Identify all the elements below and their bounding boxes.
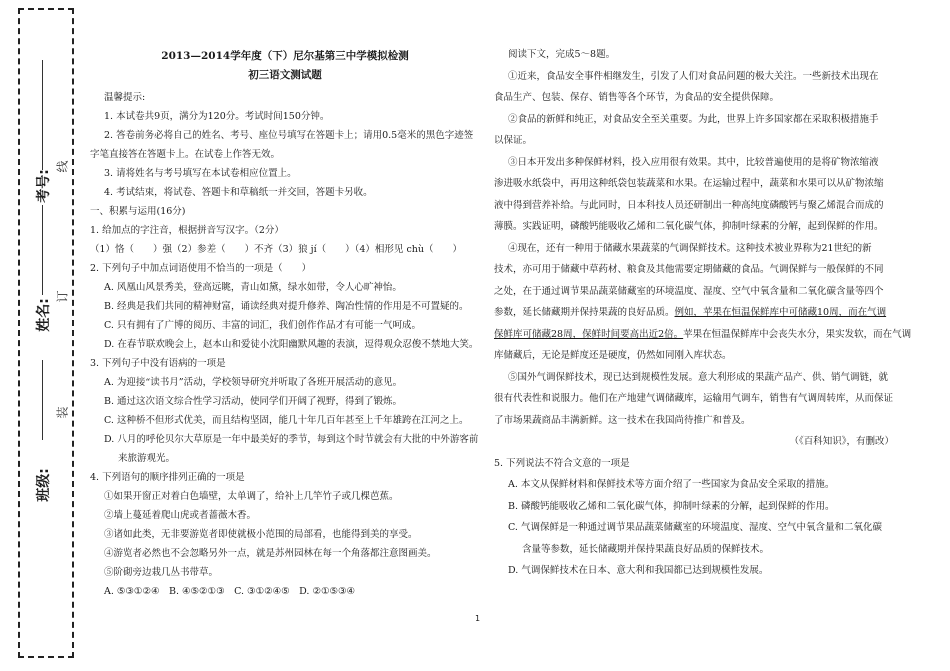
passage-p3-l4: 薄膜。实践证明，磷酸钙能吸收乙烯和二氧化碳气体，抑制叶绿素的分解，起到保鲜的作用。 [494, 221, 884, 232]
class-blank-line [42, 360, 43, 440]
tips-heading: 温馨提示: [104, 92, 146, 103]
exam-subtitle: 初三语文测试题 [248, 69, 322, 81]
question-3: 3. 下列句子中没有语病的一项是 [90, 358, 226, 369]
passage-p4-l2: 技术，亦可用于储藏中草药材、粮食及其他需要定期储藏的食品。气调保鲜与一般保鲜的不同 [494, 264, 884, 275]
passage-p4-l4 [494, 302, 894, 324]
question-1-items: （1）恪（ ）强（2）参差（ ）不齐（3）狼 jí（ ）（4）相形见 chù（ ） [90, 244, 463, 255]
q5-option-c: C. 气调保鲜是一种通过调节果品蔬菜储藏室的环境温度、湿度、空气中氧含量和二氧化碳 [508, 522, 882, 533]
passage-p4-l5-text: 苹果在恒温保鲜库中会丧失水分，果实发软，而在气调 [683, 328, 912, 340]
reading-intro: 阅读下文，完成5～8题。 [508, 49, 616, 60]
question-5: 5. 下列说法不符合文意的一项是 [494, 457, 630, 469]
q3-option-d-cont: 来旅游观光。 [118, 453, 176, 464]
question-2: 2. 下列句子中加点词语使用不恰当的一项是（ ） [90, 263, 312, 274]
q2-option-a: A. 风凰山风景秀美，登高远眺，青山如黛，绿水如带，令人心旷神怡。 [104, 282, 402, 293]
page-number: 1 [475, 614, 481, 623]
exam-no-label: 考号: [35, 169, 52, 203]
q4-sentence-5: ⑤阶砌旁边栽几丛书带草。 [104, 567, 219, 578]
passage-p4-l6: 库储藏后，无论是鲜度还是硬度，仍然如同刚入库状态。 [494, 350, 732, 361]
q5-option-b: B. 磷酸钙能吸收乙烯和二氧化碳气体，抑制叶绿素的分解，起到保鲜的作用。 [508, 500, 835, 512]
passage-p5-l2: 很有代表性和说服力。他们在产地建气调储藏库，运输用气调车，销售有气调周转库，从而保证 [494, 393, 894, 404]
exam-title: 2013—2014学年度（下）尼尔基第三中学模拟检测 [161, 50, 409, 62]
tip-1: 1. 本试卷共9页，满分为120分。考试时间150分钟。 [104, 111, 330, 122]
exam-no-blank-line [42, 60, 43, 170]
q4-sentence-3: ③诸如此类，无非要游览者即使就极小范围的局部看，也能得到美的享受。 [104, 529, 418, 540]
passage-p4-l3: 之处，在于通过调节果品蔬菜储藏室的环境温度、湿度、空气中氧含量和二氧化碳含量等四个 [494, 285, 884, 297]
passage-p5-l3: 了市场果蔬商品丰满新鲜。这一技术在我国尚待推广和普及。 [494, 414, 751, 426]
passage-p2-cont: 以保证。 [494, 135, 533, 146]
q5-option-c-cont: 含量等参数，延长储藏期并保持果蔬良好品质的保鲜技术。 [522, 543, 770, 555]
q3-option-c: C. 这种桥不但形式优美，而且结构坚固，能几十年几百年甚至上千年雄跨在江河之上。 [104, 415, 469, 426]
left-column [90, 48, 480, 601]
passage-source: （《百科知识》，有删改） [789, 436, 894, 447]
seal-zhuang-char: 装 [55, 406, 70, 419]
q2-option-d: D. 在春节联欢晚会上，赵本山和爱徒小沈阳幽默风趣的表演，逗得观众忍俊不禁地大笑。 [104, 339, 479, 350]
seal-ding-char: 订 [55, 290, 70, 303]
q4-sentence-4: ④游览者必然也不会忽略另外一点，就是苏州园林在每一个角落都注意图画美。 [104, 548, 437, 559]
q3-option-b: B. 通过这次语文综合性学习活动，使同学们开阔了视野，得到了锻炼。 [104, 396, 403, 407]
tip-4: 4. 考试结束，将试卷、答题卡和草稿纸一并交回，答题卡另收。 [104, 187, 373, 198]
q2-option-b: B. 经典是我们共同的精神财富，诵读经典对提升修养、陶冶性情的作用是不可置疑的。 [104, 301, 469, 312]
question-4: 4. 下列语句的顺序排列正确的一项是 [90, 472, 245, 483]
q4-options: A. ⑤③①②④ B. ④⑤②①③ C. ③①②④⑤ D. ②①⑤③④ [104, 586, 356, 597]
passage-p1-cont: 食品生产、包装、保存、销售等各个环节，为食品的安全提供保障。 [494, 92, 780, 103]
q3-option-d: D. 八月的呼伦贝尔大草原是一年中最美好的季节，每到这个时节就会有大批的中外游客前 [104, 434, 479, 445]
passage-p4-l4-text: 参数，延长储藏期并保持果蔬的良好品质。 [494, 307, 675, 318]
passage-p4: ④现在，还有一种用于储藏水果蔬菜的气调保鲜技术。这种技术被业界称为21世纪的新 [508, 242, 872, 254]
passage-p2: ②食品的新鲜和纯正，对食品安全至关重要。为此，世界上许多国家都在采取积极措施手 [508, 113, 879, 125]
passage-p3-l3: 液中得到营养补给。与此同时，日本科技人员还研制出一种高纯度磷酸钙与聚乙烯混合而成的 [494, 199, 884, 211]
passage-p1: ①近来，食品安全事件相继发生，引发了人们对食品问题的极大关注。一些新技术出现在 [508, 70, 879, 82]
tip-2: 2. 答卷前务必将自己的姓名、考号、座位号填写在答题卡上；请用0.5毫米的黑色字迹签 [104, 130, 474, 141]
right-column [494, 44, 912, 582]
underlined-example-1: 例如，苹果在恒温保鲜库中可储藏10周，而在气调 [674, 307, 887, 318]
question-1: 1. 给加点的字注音，根据拼音写汉字。（2分） [90, 225, 284, 236]
seal-line-char: 线 [55, 160, 70, 173]
passage-p3: ③日本开发出多种保鲜材料，投入应用很有效果。其中，比较普遍使用的是将矿物浓缩液 [508, 156, 879, 168]
name-label: 姓名: [35, 298, 52, 332]
name-blank-line [42, 205, 43, 295]
underlined-example-2: 保鲜库可储藏28周，保鲜时间要高出近2倍。 [494, 328, 684, 340]
tip-3: 3. 请将姓名与考号填写在本试卷相应位置上。 [104, 168, 297, 179]
passage-p3-l2: 渗进吸水纸袋中，再用这种纸袋包装蔬菜和水果。在运输过程中，蔬菜和水果可以从矿物浓缩 [494, 178, 884, 189]
q5-option-d: D. 气调保鲜技术在日本、意大利和我国都已达到规模性发展。 [508, 565, 769, 576]
q4-sentence-1: ①如果开窗正对着白色墙壁，太单调了，给补上几竿竹子或几棵芭蕉。 [104, 491, 399, 502]
tip-2-cont: 字笔直接答在答题卡上。在试卷上作答无效。 [90, 149, 281, 160]
class-label: 班级: [35, 468, 52, 502]
section-1-heading: 一、积累与运用(16分) [90, 206, 186, 217]
passage-p5: ⑤国外气调保鲜技术，现已达到规模性发展。意大利形成的果蔬产品产、供、销气调链，就 [508, 371, 889, 383]
q5-option-a: A. 本文从保鲜材料和保鲜技术等方面介绍了一些国家为食品安全采取的措施。 [508, 479, 835, 490]
q4-sentence-2: ②墙上蔓延着爬山虎或者蔷薇木香。 [104, 510, 257, 521]
passage-p4-l5 [494, 324, 912, 346]
q2-option-c: C. 只有拥有了广博的阅历、丰富的词汇，我们创作作品才有可能一气呵成。 [104, 320, 421, 331]
binding-strip [18, 8, 74, 658]
q3-option-a: A. 为迎接“读书月”活动，学校领导研究并听取了各班开展活动的意见。 [104, 377, 403, 388]
